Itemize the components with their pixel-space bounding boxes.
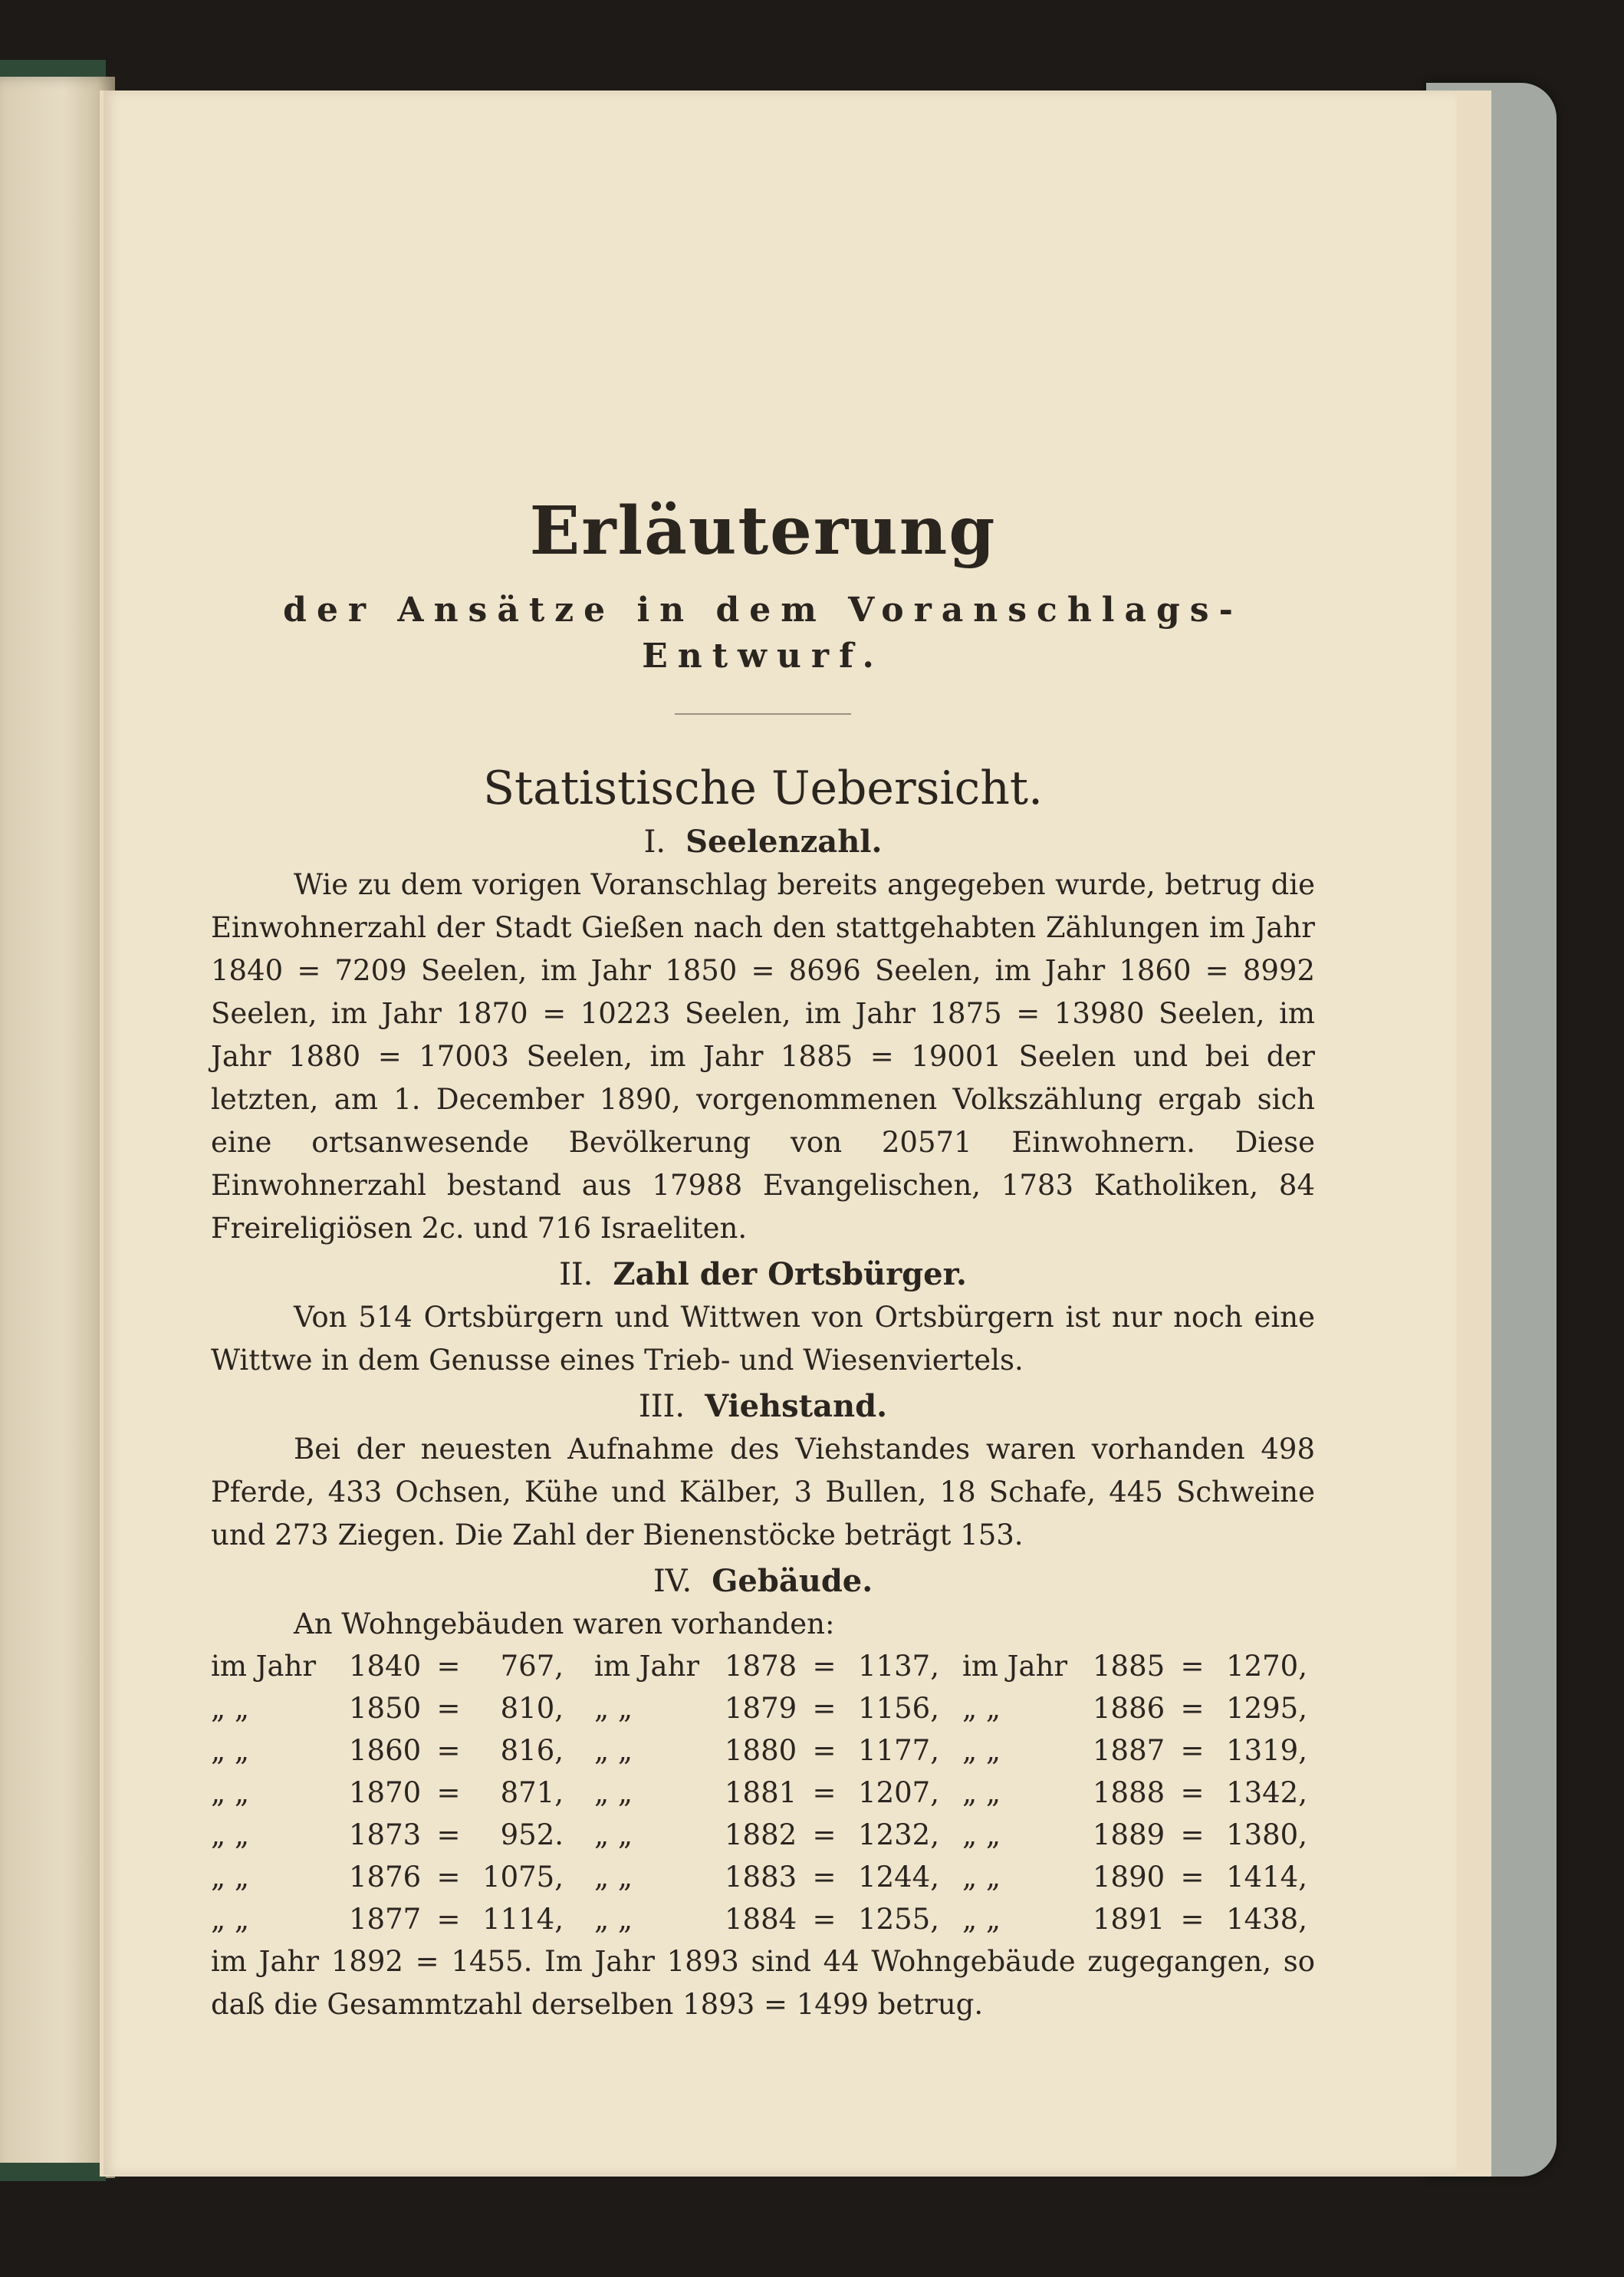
table-cell-eq: =: [1180, 1861, 1205, 1894]
table-cell-val: 1414,: [1226, 1861, 1307, 1894]
table-cell-group: [579, 1898, 947, 1940]
title-divider: [675, 713, 851, 715]
table-cell-val: 1177,: [858, 1734, 939, 1767]
section-text: Von 514 Ortsbürgern und Wittwen von Ortsbürgern ist nur noch eine Wittwe in dem Genusse eines Trieb- und Wiesenviertels.: [211, 1301, 1315, 1377]
buildings-table: [211, 1603, 1315, 1940]
table-cell-pre: „ „: [211, 1734, 250, 1767]
table-cell-year: 1881: [725, 1776, 797, 1809]
table-cell-val: 1207,: [858, 1776, 939, 1809]
table-cell-group: [579, 1645, 947, 1687]
document-page: [104, 90, 1457, 2175]
table-cell-eq: =: [436, 1650, 461, 1683]
table-cell-eq: =: [436, 1692, 461, 1725]
table-cell-group: [579, 1814, 947, 1856]
table-cell-year: 1878: [725, 1650, 797, 1683]
table-row: [211, 1729, 1315, 1772]
section-heading: [211, 821, 1315, 864]
table-cell-val: 1075,: [482, 1861, 564, 1894]
section-label: Viehstand.: [705, 1388, 888, 1424]
page-edges: [1453, 94, 1495, 2172]
table-cell-pre: „ „: [211, 1861, 250, 1894]
table-cell-year: 1883: [725, 1861, 797, 1894]
table-cell-pre: „ „: [594, 1818, 633, 1851]
table-cell-eq: =: [1180, 1903, 1205, 1936]
section-heading: [211, 1560, 1315, 1603]
table-cell-eq: =: [436, 1776, 461, 1809]
table-cell-pre: „ „: [211, 1818, 250, 1851]
table-row: [211, 1856, 1315, 1898]
table-cell-val: 1342,: [1226, 1776, 1307, 1809]
table-cell-group: [211, 1814, 579, 1856]
section-ortsbuerger: [211, 1253, 1315, 1382]
table-cell-val: 1380,: [1226, 1818, 1307, 1851]
table-cell-val: 1156,: [858, 1692, 939, 1725]
table-cell-group: [211, 1729, 579, 1772]
page-content: [211, 489, 1315, 2026]
buildings-closing-text: im Jahr 1892 = 1455. Im Jahr 1893 sind 44 Wohngebäude zugegangen, so daß die Gesammtzahl derselben 1893 = 1499 betrug.: [211, 1945, 1315, 2021]
table-cell-pre: „ „: [211, 1776, 250, 1809]
section-seelenzahl: [211, 821, 1315, 1250]
table-cell-pre: „ „: [594, 1692, 633, 1725]
table-row: [211, 1898, 1315, 1940]
table-row: [211, 1772, 1315, 1814]
table-cell-pre: „ „: [962, 1861, 1001, 1894]
table-cell-group: [579, 1772, 947, 1814]
table-cell-val: 1295,: [1226, 1692, 1307, 1725]
table-cell-val: 1319,: [1226, 1734, 1307, 1767]
table-cell-val: 1137,: [858, 1650, 939, 1683]
left-cover-top-edge: [0, 60, 106, 78]
section-text: Bei der neuesten Aufnahme des Viehstandes waren vorhanden 498 Pferde, 433 Ochsen, Kühe und Kälber, 3 Bullen, 18 Schafe, 445 Schweine und 273 Ziegen. Die Zahl der Bienenstöcke beträgt 153.: [211, 1433, 1315, 1551]
table-cell-val: 952.: [500, 1818, 564, 1851]
table-cell-val: 1114,: [482, 1903, 564, 1936]
table-cell-pre: im Jahr: [962, 1650, 1068, 1683]
table-cell-year: 1840: [349, 1650, 422, 1683]
table-cell-group: [211, 1856, 579, 1898]
table-cell-year: 1889: [1093, 1818, 1165, 1851]
table-cell-group: [211, 1687, 579, 1729]
table-cell-year: 1870: [349, 1776, 422, 1809]
table-cell-group: [211, 1772, 579, 1814]
table-cell-group: [947, 1687, 1315, 1729]
table-cell-eq: =: [1180, 1650, 1205, 1683]
table-cell-year: 1860: [349, 1734, 422, 1767]
table-cell-eq: =: [1180, 1734, 1205, 1767]
table-cell-eq: =: [436, 1903, 461, 1936]
table-cell-eq: =: [812, 1692, 837, 1725]
table-cell-year: 1888: [1093, 1776, 1165, 1809]
section-text: Wie zu dem vorigen Voranschlag bereits angegeben wurde, betrug die Einwohnerzahl der Stadt Gießen nach den stattgehabten Zählungen im Jahr 1840 = 7209 Seelen, im Jahr 1850 = 8696 Seelen, im Jahr 1860 = 8992 Seelen, im Jahr 1870 = 10223 Seelen, im Jahr 1875 = 13980 Seelen, im Jahr 1880 = 17003 Seelen, im Jahr 1885 = 19001 Seelen und bei der letzten, am 1. December 1890, vorgenommenen Volkszählung ergab sich eine ortsanwesende Bevölkerung von 20571 Einwohnern. Diese Einwohnerzahl bestand aus 17988 Evangelischen, 1783 Katholiken, 84 Freireligiösen 2c. und 716 Israeliten.: [211, 868, 1315, 1245]
section-heading: [211, 1253, 1315, 1296]
table-cell-pre: „ „: [962, 1734, 1001, 1767]
table-cell-group: [947, 1814, 1315, 1856]
table-cell-val: 871,: [500, 1776, 564, 1809]
table-cell-year: 1891: [1093, 1903, 1165, 1936]
table-cell-pre: „ „: [962, 1692, 1001, 1725]
table-cell-year: 1885: [1093, 1650, 1165, 1683]
table-cell-eq: =: [812, 1861, 837, 1894]
table-cell-pre: „ „: [211, 1903, 250, 1936]
table-cell-pre: „ „: [594, 1734, 633, 1767]
table-cell-eq: =: [1180, 1692, 1205, 1725]
table-cell-val: 767,: [500, 1650, 564, 1683]
section-viehstand: [211, 1385, 1315, 1557]
table-cell-year: 1887: [1093, 1734, 1165, 1767]
section-number: II.: [559, 1257, 593, 1292]
table-cell-val: 810,: [500, 1692, 564, 1725]
section-label: Seelenzahl.: [685, 824, 883, 860]
left-cover-bottom-edge: [0, 2163, 106, 2181]
buildings-rows: [211, 1645, 1315, 1940]
table-cell-year: 1886: [1093, 1692, 1165, 1725]
table-cell-group: [947, 1856, 1315, 1898]
section-heading: [211, 1385, 1315, 1428]
table-row: [211, 1645, 1315, 1687]
table-cell-eq: =: [436, 1861, 461, 1894]
table-cell-val: 1232,: [858, 1818, 939, 1851]
table-cell-group: [947, 1729, 1315, 1772]
table-cell-val: 1244,: [858, 1861, 939, 1894]
table-cell-year: 1880: [725, 1734, 797, 1767]
table-cell-pre: „ „: [962, 1776, 1001, 1809]
section-label: Zahl der Ortsbürger.: [613, 1256, 967, 1292]
table-cell-group: [211, 1645, 579, 1687]
table-cell-year: 1873: [349, 1818, 422, 1851]
table-cell-eq: =: [812, 1776, 837, 1809]
table-cell-pre: im Jahr: [594, 1650, 700, 1683]
table-cell-group: [579, 1729, 947, 1772]
table-cell-year: 1884: [725, 1903, 797, 1936]
table-cell-group: [579, 1687, 947, 1729]
table-cell-pre: „ „: [962, 1903, 1001, 1936]
table-cell-group: [579, 1856, 947, 1898]
buildings-intro: An Wohngebäuden waren vorhanden:: [294, 1607, 835, 1640]
section-number: III.: [638, 1389, 685, 1424]
table-cell-pre: „ „: [594, 1861, 633, 1894]
section-label: Gebäude.: [712, 1563, 873, 1599]
table-cell-group: [211, 1898, 579, 1940]
table-cell-year: 1877: [349, 1903, 422, 1936]
table-cell-year: 1850: [349, 1692, 422, 1725]
table-cell-pre: „ „: [962, 1818, 1001, 1851]
section-gebaeude: [211, 1560, 1315, 2026]
table-cell-eq: =: [812, 1903, 837, 1936]
table-cell-group: [947, 1645, 1315, 1687]
table-row: [211, 1814, 1315, 1856]
page-title: Erläuterung: [529, 492, 997, 570]
table-cell-eq: =: [812, 1818, 837, 1851]
table-cell-pre: im Jahr: [211, 1650, 317, 1683]
table-row: [211, 1687, 1315, 1729]
section-number: IV.: [653, 1564, 692, 1599]
table-cell-val: 1255,: [858, 1903, 939, 1936]
statistics-heading: Statistische Uebersicht.: [482, 762, 1044, 815]
table-cell-eq: =: [1180, 1818, 1205, 1851]
table-cell-pre: „ „: [211, 1692, 250, 1725]
left-page-edge: [0, 77, 115, 2178]
table-cell-year: 1890: [1093, 1861, 1165, 1894]
table-cell-year: 1882: [725, 1818, 797, 1851]
table-cell-val: 816,: [500, 1734, 564, 1767]
table-cell-val: 1270,: [1226, 1650, 1307, 1683]
table-cell-eq: =: [812, 1650, 837, 1683]
table-cell-group: [947, 1772, 1315, 1814]
page-subtitle: der Ansätze in dem Voranschlags-Entwurf.: [283, 591, 1243, 676]
table-cell-eq: =: [436, 1734, 461, 1767]
table-cell-eq: =: [812, 1734, 837, 1767]
section-number: I.: [643, 824, 666, 860]
table-cell-year: 1876: [349, 1861, 422, 1894]
table-cell-pre: „ „: [594, 1776, 633, 1809]
table-cell-eq: =: [436, 1818, 461, 1851]
table-cell-eq: =: [1180, 1776, 1205, 1809]
table-cell-group: [947, 1898, 1315, 1940]
table-cell-val: 1438,: [1226, 1903, 1307, 1936]
table-cell-pre: „ „: [594, 1903, 633, 1936]
table-cell-year: 1879: [725, 1692, 797, 1725]
